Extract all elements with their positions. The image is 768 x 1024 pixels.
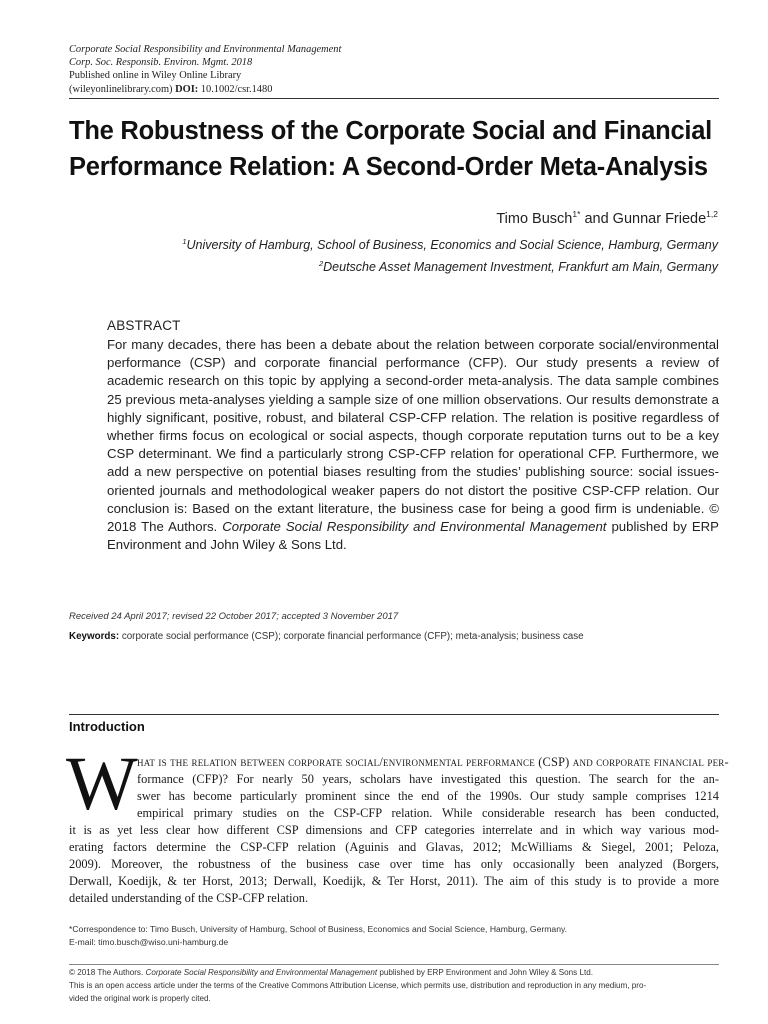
title-line-2: Performance Relation: A Second-Order Meta-Analysis	[69, 153, 708, 181]
abstract-heading: ABSTRACT	[107, 318, 181, 333]
intro-line-2: swer has become particularly prominent since the end of the 1990s. Our study sample comprises 1214	[137, 789, 719, 803]
author-list	[496, 209, 718, 227]
keywords-label: Keywords:	[69, 631, 120, 642]
affiliation-2-text: Deutsche Asset Management Investment, Frankfurt am Main, Germany	[323, 260, 718, 275]
intro-line-6: 2009). Moreover, the robustness of the business case over time has only occasionally been analyzed (Borgers,	[69, 857, 719, 871]
copyright-journal: Corporate Social Responsibility and Environmental Management	[145, 968, 378, 977]
journal-name: Corporate Social Responsibility and Environmental Management	[69, 44, 342, 55]
affiliation-1	[182, 237, 718, 252]
abstract-body	[107, 336, 719, 554]
intro-line-0: hat is the relation between corporate social/environmental performance (CSP) and corporate financial per-	[137, 755, 729, 769]
author-and: and	[584, 210, 609, 227]
paper-title	[69, 113, 729, 185]
footer-divider	[69, 964, 719, 965]
header-divider	[69, 98, 719, 99]
author-2[interactable]: Gunnar Friede	[612, 210, 707, 227]
intro-line-4: it is as yet less clear how different CSP dimensions and CFP categories interrelate and in which way various mod-	[69, 823, 719, 837]
abstract-journal: Corporate Social Responsibility and Environmental Management	[222, 519, 607, 535]
section-divider	[69, 714, 719, 715]
author-1[interactable]: Timo Busch	[496, 210, 573, 227]
journal-site: (wileyonlinelibrary.com)	[69, 83, 173, 95]
license-line-1: This is an open access article under the terms of the Creative Commons Attribution License, which permits use, distribution and reproduction in any medium, pro-	[69, 980, 647, 990]
intro-line-5: erating factors determine the CSP-CFP relation (Aguinis and Glavas, 2012; McWilliams & Siegel, 2001; Peloza,	[69, 840, 719, 854]
received-dates: Received 24 April 2017; revised 22 October 2017; accepted 3 November 2017	[69, 611, 399, 622]
intro-line-1: formance (CFP)? For nearly 50 years, scholars have investigated this question. The search for the an-	[137, 772, 719, 786]
email-note[interactable]: E-mail: timo.busch@wiso.uni-hamburg.de	[69, 937, 229, 947]
drop-cap: W	[66, 742, 138, 826]
copyright-suffix: published by ERP Environment and John Wiley & Sons Ltd.	[379, 968, 593, 977]
journal-header	[69, 43, 709, 96]
doi-label: DOI:	[175, 83, 199, 95]
affiliation-1-sup: 1	[182, 237, 187, 246]
introduction-heading: Introduction	[69, 719, 145, 734]
published-online: Published online in Wiley Online Library	[69, 70, 242, 82]
keywords	[69, 631, 584, 642]
doi-link[interactable]: 10.1002/csr.1480	[200, 83, 273, 95]
copyright-prefix: © 2018 The Authors.	[69, 968, 144, 977]
title-line-1: The Robustness of the Corporate Social and Financial	[69, 117, 713, 145]
license-line-2: vided the original work is properly cited.	[69, 993, 211, 1003]
affiliation-1-text: University of Hamburg, School of Business, Economics and Social Science, Hamburg, Germany	[186, 238, 718, 253]
intro-line-3: empirical primary studies on the CSP-CFP relation. While considerable research has been conducted,	[137, 806, 719, 820]
journal-site-doi	[69, 83, 709, 96]
affiliation-2	[319, 259, 718, 274]
copyright-line	[69, 967, 721, 980]
keywords-text: corporate social performance (CSP); corporate financial performance (CFP); meta-analysis; business case	[121, 631, 584, 642]
correspondence-note: *Correspondence to: Timo Busch, University of Hamburg, School of Business, Economics and Social Science, Hamburg, Germany.	[69, 924, 568, 934]
abstract-tail: published by ERP Environment and John Wiley & Sons Ltd.	[107, 519, 719, 553]
author-2-sup: 1,2	[706, 209, 718, 219]
author-1-sup: 1*	[572, 209, 581, 219]
affiliation-2-sup: 2	[318, 259, 324, 268]
intro-line-7: Derwall, Koedijk, & ter Horst, 2013; Derwall, Koedijk, & Ter Horst, 2011). The aim of this study is to provide a more	[69, 874, 719, 888]
abstract-text: For many decades, there has been a debate about the relation between corporate social/environmental performance (CSP) and corporate financial performance (CFP). Our study presents a review of academic research on this topic by applying a second-order meta-analysis. The data sample combines 25 previous meta-analyses yielding a sample size of one million observations. Our results demonstrate a highly significant, positive, robust, and bilateral CSP-CFP relation. The relation is positive regardless of whether firms focus on ecological or social aspects, though corporate reputation turns out to be a key CSP determinant. We find a particularly strong CSP-CFP relation for operational CFP. Furthermore, we add a new perspective on potential biases resulting from the studies’ publishing source: social issues-oriented journals and methodological weaker papers do not distort the positive CSP-CFP relation. Our conclusion is: Based on the extant literature, the business case for being a good firm is undeniable. © 2018 The Authors.	[107, 337, 719, 535]
copyright-block	[69, 967, 721, 1005]
journal-abbrev: Corp. Soc. Responsib. Environ. Mgmt. 2018	[69, 57, 253, 69]
intro-line-8: detailed understanding of the CSP-CFP relation.	[69, 891, 309, 905]
